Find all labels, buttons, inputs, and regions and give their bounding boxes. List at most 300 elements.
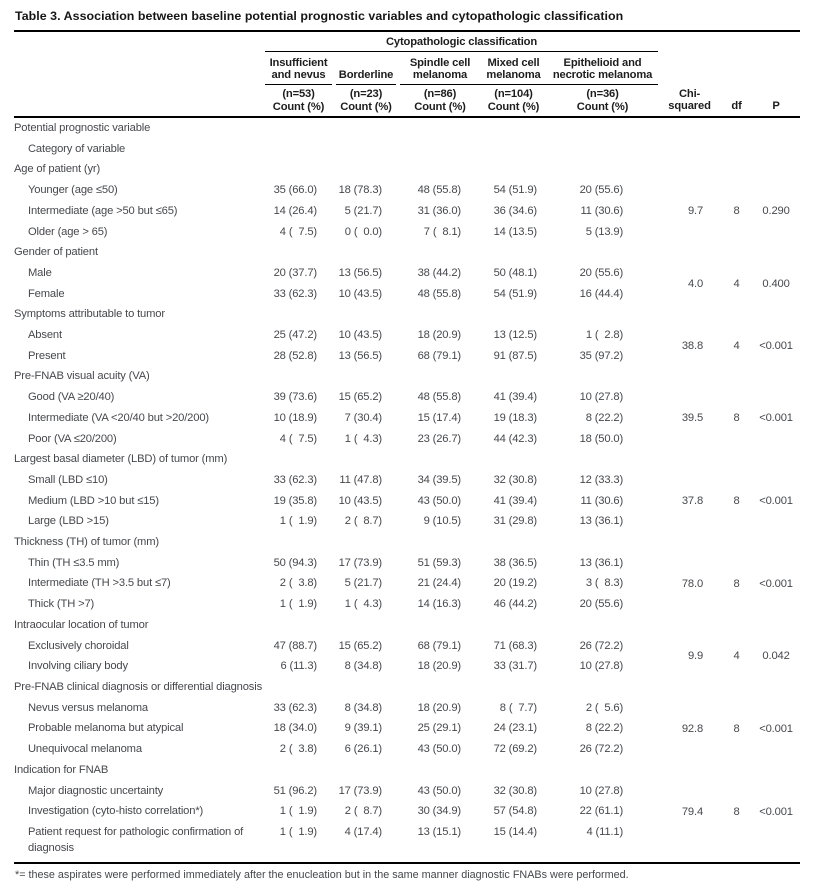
category-row	[14, 222, 800, 243]
column-n-header: (n=23) Count (%)	[332, 85, 400, 117]
row-label: Involving ciliary body	[28, 660, 128, 673]
p-cell	[752, 822, 800, 863]
df-cell	[721, 822, 752, 863]
category-row	[14, 573, 800, 594]
row-label: Medium (LBD >10 but ≤15)	[28, 494, 159, 507]
p-value: <0.001	[759, 495, 793, 507]
df-value: 8	[733, 412, 740, 425]
df-cell	[721, 449, 752, 470]
count-cell: 2 ( 8.7)	[344, 515, 382, 528]
p-cell	[752, 698, 800, 719]
count-cell	[332, 139, 400, 160]
count-cell: 8 (34.8)	[344, 660, 382, 673]
count-cell: 11 (47.8)	[339, 473, 382, 486]
count-cell: 25 (47.2)	[273, 329, 317, 342]
count-cell: 20 (19.2)	[493, 577, 537, 590]
count-cell	[332, 615, 400, 636]
count-cell: 26 (72.2)	[579, 639, 624, 652]
count-cell: 18 (34.0)	[273, 722, 317, 735]
count-cell	[400, 677, 480, 698]
count-cell	[480, 449, 547, 470]
column-header-spindle-cell: Spindle cell melanoma	[400, 52, 480, 86]
p-value: 0.042	[762, 650, 790, 663]
count-cell: 10 (43.5)	[338, 287, 382, 300]
p-value: <0.001	[759, 577, 793, 590]
chi-cell	[658, 304, 721, 325]
row-label: Large (LBD >15)	[28, 515, 109, 528]
df-value: 4	[733, 277, 740, 290]
count-cell: 48 (55.8)	[417, 184, 461, 197]
count-cell: 17 (73.9)	[338, 784, 382, 797]
category-row	[14, 470, 800, 491]
count-cell	[480, 532, 547, 553]
row-label: Male	[28, 266, 52, 279]
category-row	[14, 201, 800, 222]
count-cell: 54 (51.9)	[493, 184, 537, 197]
count-cell	[400, 449, 480, 470]
count-cell: 32 (30.8)	[493, 784, 537, 797]
count-cell: 2 ( 5.6)	[585, 701, 624, 714]
count-cell: 11 (30.6)	[580, 494, 624, 507]
count-cell: 18 (20.9)	[417, 660, 461, 673]
count-cell: 47 (88.7)	[273, 639, 317, 652]
variable-row	[14, 159, 800, 180]
count-cell	[547, 366, 658, 387]
association-table	[14, 30, 800, 864]
count-cell: 1 ( 1.9)	[279, 515, 317, 528]
count-cell: 13 (56.5)	[338, 349, 382, 362]
count-cell: 16 (44.4)	[579, 287, 624, 300]
count-cell	[480, 159, 547, 180]
row-label: Patient request for pathologic confirmation of diagnosis	[28, 825, 244, 855]
category-row	[14, 180, 800, 201]
count-cell: 8 (34.8)	[344, 701, 382, 714]
category-row	[14, 139, 800, 160]
df-cell	[721, 781, 752, 802]
count-cell: 28 (52.8)	[273, 349, 317, 362]
chi-value: 4.0	[687, 277, 704, 290]
column-n-header: (n=36) Count (%)	[547, 85, 658, 117]
row-label: Nevus versus melanoma	[28, 701, 148, 714]
count-cell: 26 (72.2)	[579, 743, 624, 756]
count-cell: 18 (78.3)	[338, 184, 382, 197]
p-cell	[752, 180, 800, 201]
df-cell	[721, 139, 752, 160]
row-label: Intermediate (age >50 but ≤65)	[28, 204, 178, 217]
count-cell: 20 (55.6)	[579, 266, 624, 279]
count-cell: 10 (27.8)	[579, 391, 624, 404]
count-cell: 5 (21.7)	[344, 577, 382, 590]
count-cell: 32 (30.8)	[493, 473, 537, 486]
row-label: Potential prognostic variable	[14, 122, 151, 134]
count-cell	[400, 760, 480, 781]
count-cell: 19 (35.8)	[273, 494, 317, 507]
df-cell	[721, 739, 752, 760]
df-cell	[721, 698, 752, 719]
category-row	[14, 263, 800, 284]
count-cell: 41 (39.4)	[493, 494, 537, 507]
p-cell	[752, 781, 800, 802]
count-cell: 20 (55.6)	[579, 184, 624, 197]
count-cell: 7 (30.4)	[344, 411, 382, 424]
df-cell	[721, 594, 752, 615]
count-cell: 20 (37.7)	[273, 266, 317, 279]
count-cell: 43 (50.0)	[417, 784, 461, 797]
count-cell: 7 ( 8.1)	[423, 225, 461, 238]
row-label: Present	[28, 349, 66, 362]
count-cell: 1 ( 1.9)	[279, 825, 317, 838]
p-cell	[752, 594, 800, 615]
df-cell	[721, 222, 752, 243]
count-cell	[265, 304, 332, 325]
table-title: Table 3. Association between baseline potential prognostic variables and cytopathologic classification	[15, 9, 624, 23]
category-row	[14, 718, 800, 739]
chi-cell	[658, 449, 721, 470]
count-cell: 35 (66.0)	[273, 184, 317, 197]
count-cell: 43 (50.0)	[417, 494, 461, 507]
row-label: Thin (TH ≤3.5 mm)	[28, 556, 120, 569]
p-cell	[752, 449, 800, 470]
count-cell	[265, 117, 332, 139]
chi-value: 37.8	[681, 495, 704, 507]
count-cell: 14 (13.5)	[493, 225, 537, 238]
count-cell: 33 (62.3)	[273, 473, 317, 486]
p-cell	[752, 760, 800, 781]
count-cell	[332, 117, 400, 139]
df-cell	[721, 159, 752, 180]
count-cell: 4 ( 7.5)	[279, 432, 317, 445]
count-cell: 6 (11.3)	[280, 660, 317, 673]
count-cell: 72 (69.2)	[493, 743, 537, 756]
count-cell	[265, 532, 332, 553]
count-cell: 25 (29.1)	[417, 722, 461, 735]
row-label: Pre-FNAB visual acuity (VA)	[14, 370, 150, 383]
p-column-header: P	[752, 31, 800, 117]
count-cell: 13 (36.1)	[579, 515, 624, 528]
count-cell: 1 ( 1.9)	[279, 805, 317, 818]
count-cell	[400, 159, 480, 180]
count-cell: 43 (50.0)	[417, 743, 461, 756]
count-cell: 15 (65.2)	[338, 639, 382, 652]
count-cell: 50 (94.3)	[273, 556, 317, 569]
count-cell: 68 (79.1)	[417, 639, 461, 652]
df-cell	[721, 470, 752, 491]
df-cell	[721, 760, 752, 781]
count-cell	[332, 449, 400, 470]
category-row	[14, 636, 800, 657]
chi-cell	[658, 594, 721, 615]
chi-cell	[658, 180, 721, 201]
count-cell: 33 (62.3)	[273, 701, 317, 714]
count-cell	[400, 532, 480, 553]
count-cell	[480, 139, 547, 160]
chi-value: 38.8	[681, 339, 704, 352]
count-cell: 30 (34.9)	[417, 805, 461, 818]
count-cell	[265, 139, 332, 160]
count-cell: 33 (62.3)	[273, 287, 317, 300]
row-label: Largest basal diameter (LBD) of tumor (mm)	[14, 453, 228, 466]
df-value: 8	[733, 722, 740, 735]
chi-cell	[658, 511, 721, 532]
chi-cell	[658, 760, 721, 781]
count-cell: 1 ( 1.9)	[279, 598, 317, 611]
count-cell: 17 (73.9)	[338, 556, 382, 569]
chi-cell	[658, 781, 721, 802]
count-cell: 10 (18.9)	[273, 411, 317, 424]
count-cell: 8 (22.2)	[585, 411, 624, 424]
count-cell: 13 (36.1)	[579, 556, 624, 569]
variable-row	[14, 677, 800, 698]
df-cell	[721, 117, 752, 139]
count-cell	[265, 677, 332, 698]
count-cell: 0 ( 0.0)	[344, 225, 382, 238]
count-cell: 14 (16.3)	[417, 598, 461, 611]
row-label: Category of variable	[28, 142, 126, 155]
df-cell	[721, 553, 752, 574]
row-label: Intermediate (VA <20/40 but >20/200)	[28, 411, 209, 424]
chi-cell	[658, 470, 721, 491]
count-cell	[332, 242, 400, 263]
df-value: 4	[733, 650, 740, 663]
p-cell	[752, 429, 800, 450]
df-value: 8	[733, 577, 740, 590]
count-cell: 24 (23.1)	[493, 722, 537, 735]
df-value: 8	[733, 495, 740, 507]
count-cell: 18 (50.0)	[579, 432, 624, 445]
p-cell	[752, 366, 800, 387]
count-cell	[265, 760, 332, 781]
p-cell	[752, 387, 800, 408]
row-label: Major diagnostic uncertainty	[28, 784, 164, 797]
table-body	[14, 117, 800, 863]
p-cell	[752, 304, 800, 325]
count-cell: 38 (36.5)	[493, 556, 537, 569]
count-cell: 13 (56.5)	[338, 266, 382, 279]
count-cell: 41 (39.4)	[493, 391, 537, 404]
chi-cell	[658, 553, 721, 574]
df-cell	[721, 180, 752, 201]
chi-cell	[658, 429, 721, 450]
df-cell	[721, 677, 752, 698]
count-cell	[547, 117, 658, 139]
chi-cell	[658, 242, 721, 263]
df-cell	[721, 429, 752, 450]
cytopathologic-classification-header: Cytopathologic classification	[265, 31, 658, 52]
count-cell: 50 (48.1)	[493, 266, 537, 279]
count-cell: 10 (43.5)	[338, 329, 382, 342]
count-cell	[400, 117, 480, 139]
df-cell	[721, 304, 752, 325]
df-cell	[721, 366, 752, 387]
count-cell	[400, 242, 480, 263]
row-label: Thick (TH >7)	[28, 598, 95, 611]
category-row	[14, 801, 800, 822]
count-cell: 48 (55.8)	[417, 287, 461, 300]
count-cell: 5 (21.7)	[344, 204, 382, 217]
count-cell: 44 (42.3)	[493, 432, 537, 445]
column-header-insufficient-nevus: Insufficient and nevus	[265, 52, 332, 86]
count-cell: 2 ( 3.8)	[279, 577, 317, 590]
count-cell	[265, 242, 332, 263]
chi-cell	[658, 739, 721, 760]
count-cell	[547, 139, 658, 160]
row-label: Exclusively choroidal	[28, 639, 129, 652]
count-cell	[332, 677, 400, 698]
count-cell: 23 (26.7)	[417, 432, 461, 445]
count-cell: 19 (18.3)	[493, 411, 537, 424]
count-cell	[332, 366, 400, 387]
p-cell	[752, 242, 800, 263]
column-n-header: (n=104) Count (%)	[480, 85, 547, 117]
count-cell: 20 (55.6)	[579, 598, 624, 611]
count-cell	[400, 139, 480, 160]
count-cell: 12 (33.3)	[579, 473, 624, 486]
chi-cell	[658, 159, 721, 180]
count-cell: 48 (55.8)	[417, 391, 461, 404]
count-cell: 71 (68.3)	[493, 639, 537, 652]
count-cell	[547, 677, 658, 698]
category-row	[14, 822, 800, 863]
count-cell: 31 (29.8)	[493, 515, 537, 528]
count-cell: 57 (54.8)	[493, 805, 537, 818]
row-label: Female	[28, 287, 65, 300]
column-n-header: (n=86) Count (%)	[400, 85, 480, 117]
row-label: Small (LBD ≤10)	[28, 473, 108, 486]
count-cell: 34 (39.5)	[417, 473, 461, 486]
count-cell	[400, 304, 480, 325]
variable-column-header	[14, 31, 265, 117]
count-cell: 1 ( 4.3)	[344, 432, 382, 445]
row-label: Pre-FNAB clinical diagnosis or differential diagnosis	[14, 680, 263, 693]
chi-value: 92.8	[681, 722, 704, 735]
count-cell: 31 (36.0)	[417, 204, 461, 217]
count-cell	[265, 615, 332, 636]
count-cell: 68 (79.1)	[417, 349, 461, 362]
column-header-epithelioid-necrotic: Epithelioid and necrotic melanoma	[547, 52, 658, 86]
row-label: Intraocular location of tumor	[14, 618, 149, 631]
count-cell: 54 (51.9)	[493, 287, 537, 300]
count-cell: 91 (87.5)	[493, 349, 537, 362]
category-row	[14, 698, 800, 719]
category-row	[14, 739, 800, 760]
count-cell	[400, 366, 480, 387]
count-cell: 18 (20.9)	[417, 701, 461, 714]
count-cell: 14 (26.4)	[273, 204, 317, 217]
count-cell: 21 (24.4)	[417, 577, 461, 590]
count-cell: 2 ( 8.7)	[344, 805, 382, 818]
p-cell	[752, 159, 800, 180]
row-label: Investigation (cyto-histo correlation*)	[28, 805, 204, 818]
chi-cell	[658, 139, 721, 160]
chi-squared-column-header	[658, 31, 721, 117]
count-cell	[480, 760, 547, 781]
count-cell: 15 (14.4)	[493, 825, 537, 838]
count-cell: 33 (31.7)	[493, 660, 537, 673]
row-label: Unequivocal melanoma	[28, 743, 142, 756]
p-cell	[752, 553, 800, 574]
df-value: 8	[733, 205, 740, 218]
category-row	[14, 429, 800, 450]
variable-row	[14, 242, 800, 263]
count-cell: 4 (11.1)	[586, 825, 624, 838]
count-cell: 22 (61.1)	[579, 805, 624, 818]
count-cell: 36 (34.6)	[493, 204, 537, 217]
chi-cell	[658, 698, 721, 719]
row-label: Intermediate (TH >3.5 but ≤7)	[28, 577, 171, 590]
count-cell: 51 (96.2)	[273, 784, 317, 797]
count-cell	[547, 532, 658, 553]
p-value: 0.290	[762, 205, 790, 218]
p-value: <0.001	[759, 412, 793, 425]
variable-row	[14, 117, 800, 139]
count-cell: 46 (44.2)	[493, 598, 537, 611]
count-cell	[547, 449, 658, 470]
category-row	[14, 511, 800, 532]
chi-value: 79.4	[681, 805, 704, 818]
chi-value: 39.5	[681, 412, 704, 425]
count-cell	[480, 366, 547, 387]
row-label: Thickness (TH) of tumor (mm)	[14, 536, 159, 549]
category-row	[14, 491, 800, 512]
p-cell	[752, 532, 800, 553]
count-cell: 10 (43.5)	[338, 494, 382, 507]
column-n-header: (n=53) Count (%)	[265, 85, 332, 117]
count-cell: 10 (27.8)	[579, 660, 624, 673]
df-value: 8	[733, 805, 740, 818]
count-cell: 13 (12.5)	[493, 329, 537, 342]
df-value: 4	[733, 339, 740, 352]
variable-row	[14, 615, 800, 636]
count-cell: 35 (97.2)	[579, 349, 624, 362]
count-cell: 13 (15.1)	[417, 825, 461, 838]
count-cell: 5 (13.9)	[585, 225, 624, 238]
column-header-mixed-cell: Mixed cell melanoma	[480, 52, 547, 86]
df-cell	[721, 615, 752, 636]
variable-row	[14, 449, 800, 470]
row-label: Probable melanoma but atypical	[28, 722, 184, 735]
p-cell	[752, 139, 800, 160]
df-cell	[721, 387, 752, 408]
count-cell	[547, 304, 658, 325]
count-cell: 3 ( 8.3)	[585, 577, 624, 590]
p-value: <0.001	[759, 805, 793, 818]
table-header	[14, 31, 800, 117]
count-cell	[480, 304, 547, 325]
category-row	[14, 781, 800, 802]
category-row	[14, 325, 800, 346]
p-cell	[752, 511, 800, 532]
category-row	[14, 553, 800, 574]
count-cell: 15 (65.2)	[338, 391, 382, 404]
count-cell	[547, 159, 658, 180]
count-cell	[332, 304, 400, 325]
variable-row	[14, 760, 800, 781]
row-label: Gender of patient	[14, 246, 98, 259]
count-cell: 4 (17.4)	[344, 825, 382, 838]
p-cell	[752, 222, 800, 243]
count-cell	[480, 117, 547, 139]
count-cell: 39 (73.6)	[273, 391, 317, 404]
count-cell	[332, 532, 400, 553]
count-cell: 10 (27.8)	[579, 784, 624, 797]
count-cell	[265, 159, 332, 180]
count-cell	[547, 242, 658, 263]
df-cell	[721, 242, 752, 263]
count-cell: 8 (22.2)	[585, 722, 624, 735]
chi-cell	[658, 387, 721, 408]
chi-value: 9.9	[687, 650, 704, 663]
chi-cell	[658, 117, 721, 139]
